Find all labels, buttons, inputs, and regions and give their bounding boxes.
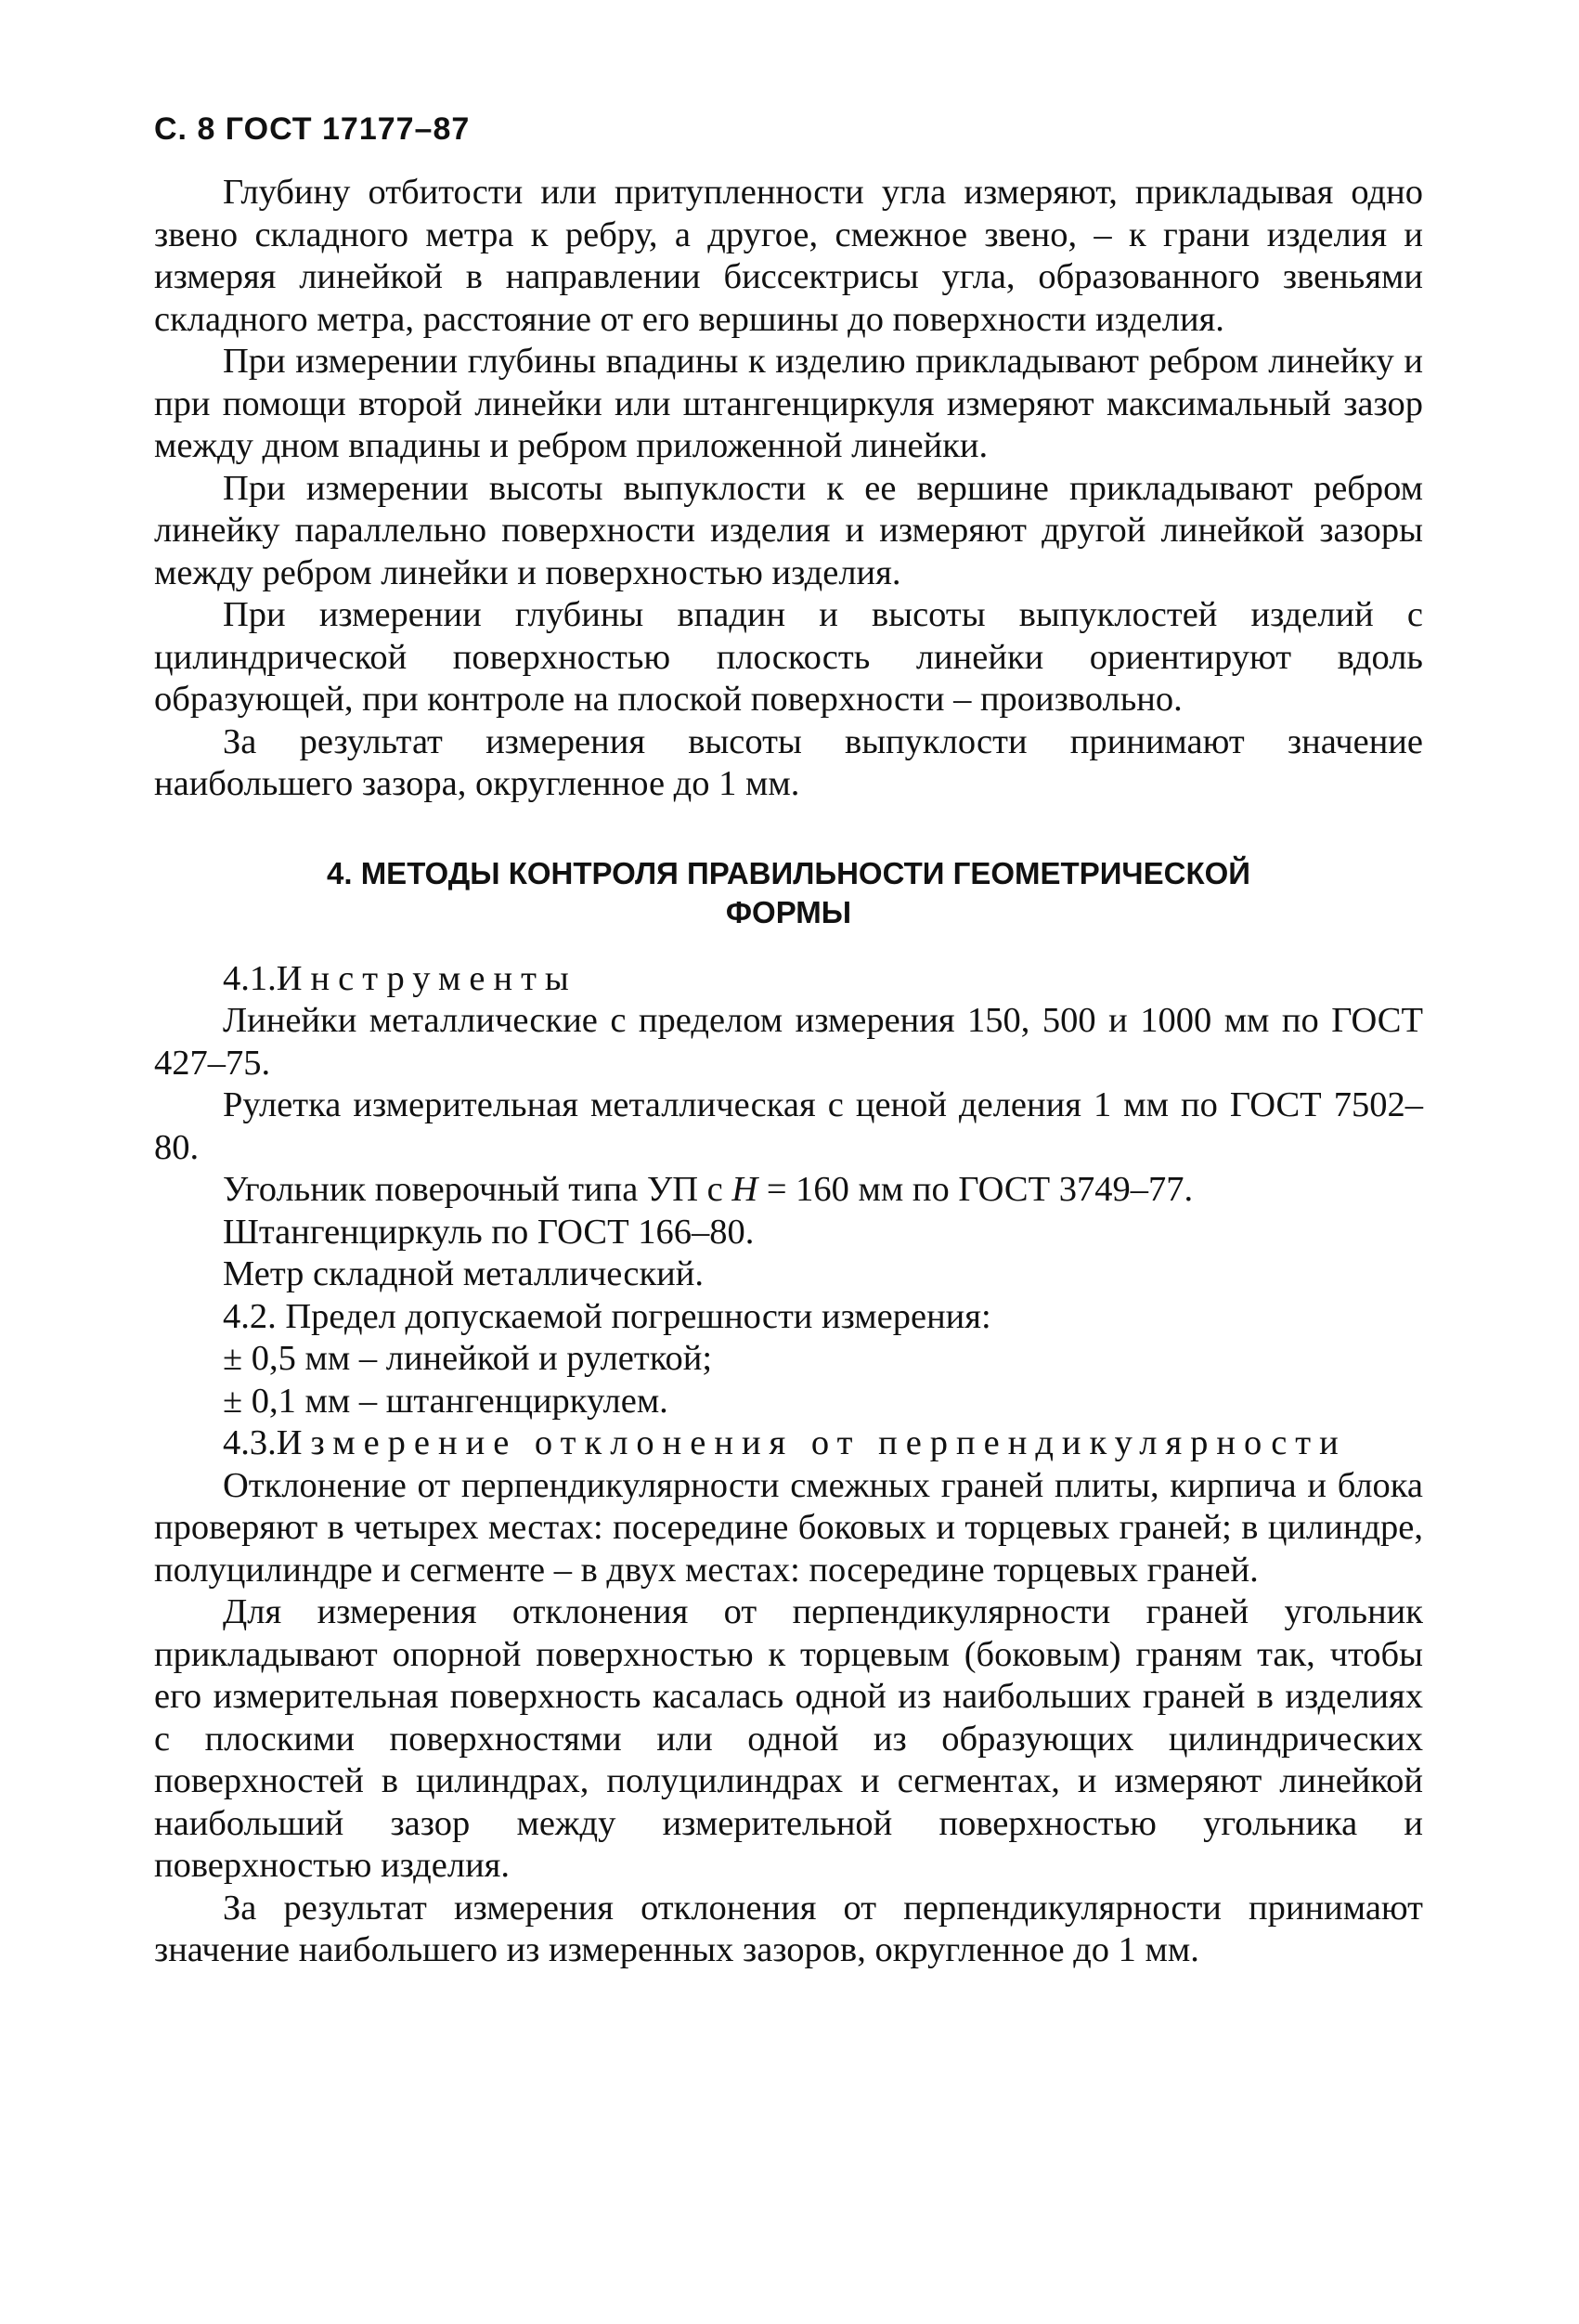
tolerance-ruler: ± 0,5 мм – линейкой и рулеткой;: [223, 1339, 713, 1378]
tool-rulers: Линейки металлические с пределом измерения 150, 500 и 1000 мм по ГОСТ 427–75.: [154, 1001, 1423, 1083]
tolerance-caliper: ± 0,1 мм – штангенциркулем.: [223, 1381, 668, 1421]
paragraph-perpendicularity-places: Отклонение от перпендикулярности смежных граней плиты, кирпича и блока проверяют в четырех местах: посередине боковых и торцевых граней; в цилиндре, полуцилиндре и сегменте – в двух местах: посередине торцевых граней.: [154, 1465, 1423, 1590]
section-4-heading-line-1: 4. МЕТОДЫ КОНТРОЛЯ ПРАВИЛЬНОСТИ ГЕОМЕТРИЧЕСКОЙ: [327, 855, 1250, 890]
paragraph-hollow-depth: При измерении глубины впадины к изделию прикладывают ребром линейку и при помощи второй линейки или штангенциркуля измеряют максимальный зазор между дном впадины и ребром приложенной линейки.: [154, 342, 1423, 465]
body-text: [154, 172, 1423, 1972]
paragraph-perpendicularity-method: Для измерения отклонения от перпендикулярности граней угольник прикладывают опорной поверхностью к торцевым (боковым) граням так, чтобы его измерительная поверхность касалась одной из наибольших граней в изделиях с плоскими поверхностями или одной из образующих цилиндрических поверхностей в цилиндрах, полуцилиндрах и сегментах, и измеряют линейкой наибольший зазор между измерительной поверхностью угольника и поверхностью изделия.: [154, 1592, 1423, 1885]
running-head: С. 8 ГОСТ 17177–87: [154, 111, 471, 147]
clause-4-3-title: Измерение отклонения от перпендикулярности: [276, 1423, 1347, 1462]
tool-square-symbol: H: [731, 1170, 758, 1209]
tool-square-text-pre: Угольник поверочный типа УП с: [223, 1170, 732, 1209]
clause-4-1-number: 4.1.: [223, 958, 277, 998]
paragraph-perpendicularity-result: За результат измерения отклонения от перпендикулярности принимают значение наибольшего из измеренных зазоров, округленное до 1 мм.: [154, 1888, 1423, 1969]
tool-caliper: Штангенциркуль по ГОСТ 166–80.: [223, 1212, 755, 1252]
clause-4-1-title: Инструменты: [276, 958, 577, 998]
section-4-heading-line-2: ФОРМЫ: [725, 894, 852, 929]
clause-4-1: [154, 958, 1423, 1001]
paragraph-bulge-height: При измерении высоты выпуклости к ее вершине прикладывают ребром линейку параллельно поверхности изделия и измеряют другой линейкой зазоры между ребром линейки и поверхностью изделия.: [154, 468, 1423, 592]
section-4-heading: [154, 854, 1423, 932]
paragraph-chip-depth: Глубину отбитости или притупленности угла измеряют, прикладывая одно звено складного метра к ребру, а другое, смежное звено, – к грани изделия и измеряя линейкой в направлении биссектрисы угла, образованного звеньями складного метра, расстояние от его вершины до поверхности изделия.: [154, 173, 1423, 339]
tools-list: [154, 1000, 1423, 1422]
tool-square: [154, 1169, 1423, 1212]
paragraph-bulge-result: За результат измерения высоты выпуклости принимают значение наибольшего зазора, округленное до 1 мм.: [154, 721, 1423, 803]
tool-tape-measure: Рулетка измерительная металлическая с ценой деления 1 мм по ГОСТ 7502–80.: [154, 1085, 1423, 1167]
tool-square-text-post: = 160 мм по ГОСТ 3749–77.: [757, 1170, 1194, 1209]
tool-folding-meter: Метр складной металлический.: [223, 1254, 704, 1293]
paragraph-cylindrical-surface: При измерении глубины впадин и высоты выпуклостей изделий с цилиндрической поверхностью плоскость линейки ориентируют вдоль образующей, при контроле на плоской поверхности – произвольно.: [154, 595, 1423, 719]
clause-4-2: 4.2. Предел допускаемой погрешности измерения:: [223, 1296, 991, 1336]
clause-4-3-number: 4.3.: [223, 1423, 277, 1462]
clause-4-3: [154, 1422, 1423, 1465]
